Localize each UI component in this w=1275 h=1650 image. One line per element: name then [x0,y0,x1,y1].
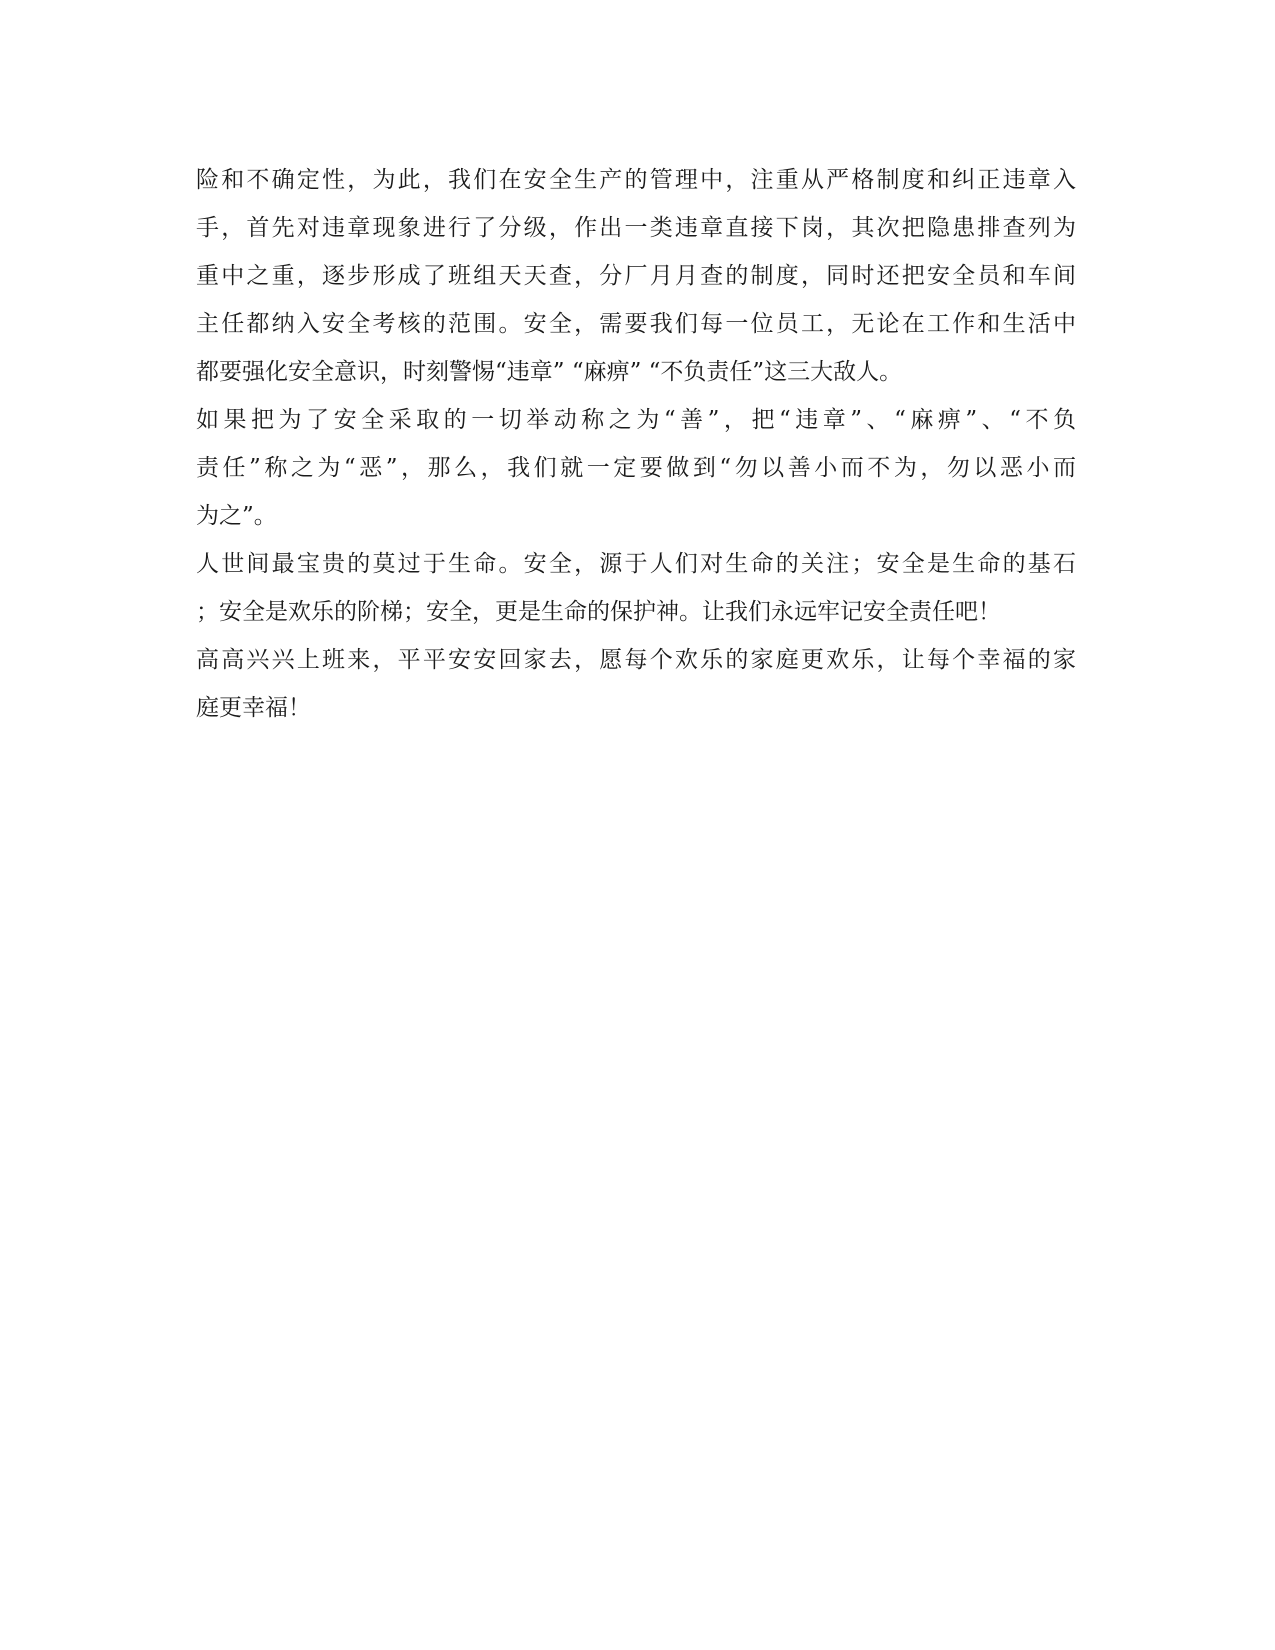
text-line: 人世间最宝贵的莫过于生命。安全，源于人们对生命的关注；安全是生命的基石 [196,551,1076,577]
text-line: ；安全是欢乐的阶梯；安全，更是生命的保护神。让我们永远牢记安全责任吧！ [196,599,1001,625]
text-line: 手，首先对违章现象进行了分级，作出一类违章直接下岗，其次把隐患排查列为 [196,215,1076,241]
text-line: 如果把为了安全采取的一切举动称之为“善”，把“违章”、“麻痹”、“不负 [196,407,1076,433]
text-line: 庭更幸福！ [196,695,311,721]
text-line: 高高兴兴上班来，平平安安回家去，愿每个欢乐的家庭更欢乐，让每个幸福的家 [196,647,1076,673]
text-line: 责任”称之为“恶”，那么，我们就一定要做到“勿以善小而不为，勿以恶小而 [196,455,1076,481]
text-line: 主任都纳入安全考核的范围。安全，需要我们每一位员工，无论在工作和生活中 [196,311,1076,337]
text-line: 为之”。 [196,503,277,529]
text-line: 险和不确定性，为此，我们在安全生产的管理中，注重从严格制度和纠正违章入 [196,167,1076,193]
text-line: 都要强化安全意识，时刻警惕“违章” “麻痹” “不负责任”这三大敌人。 [196,359,903,385]
document-body [196,156,1076,732]
text-line: 重中之重，逐步形成了班组天天查，分厂月月查的制度，同时还把安全员和车间 [196,263,1076,289]
